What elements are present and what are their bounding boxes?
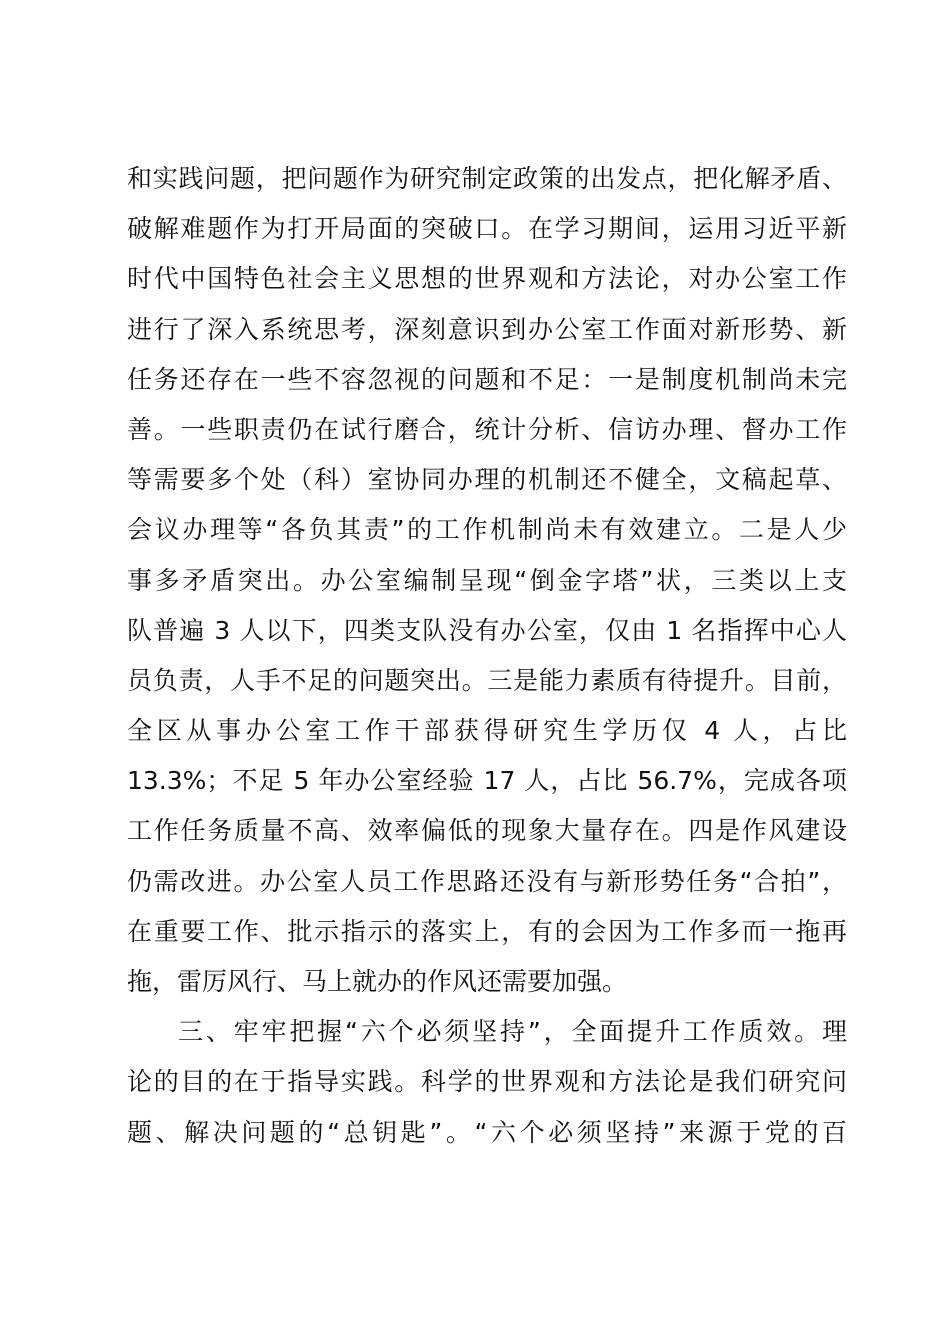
text-line: 等需要多个处（科）室协同办理的机制还不健全，文稿起草、 <box>127 465 847 495</box>
text-line: 善。一些职责仍在试行磨合，统计分析、信访办理、督办工作 <box>127 414 847 444</box>
text-line: 员负责，人手不足的问题突出。三是能力素质有待提升。目前， <box>127 665 847 695</box>
text-line: 在重要工作、批示指示的落实上，有的会因为工作多而一拖再 <box>127 916 847 946</box>
text-line: 和实践问题，把问题作为研究制定政策的出发点，把化解矛盾、 <box>127 164 847 193</box>
body-text <box>127 154 847 1158</box>
text-line: 事多矛盾突出。办公室编制呈现“倒金字塔”状，三类以上支 <box>127 565 847 595</box>
text-line: 会议办理等“各负其责”的工作机制尚未有效建立。二是人少 <box>127 515 847 545</box>
text-line: 任务还存在一些不容忽视的问题和不足：一是制度机制尚未完 <box>127 364 847 394</box>
text-line: 进行了深入系统思考，深刻意识到办公室工作面对新形势、新 <box>127 314 847 344</box>
text-line: 破解难题作为打开局面的突破口。在学习期间，运用习近平新 <box>127 214 847 244</box>
text-line: 论的目的在于指导实践。科学的世界观和方法论是我们研究问 <box>127 1067 847 1097</box>
text-line: 工作任务质量不高、效率偏低的现象大量存在。四是作风建设 <box>127 816 847 846</box>
text-line: 13.3%；不足 5 年办公室经验 17 人，占比 56.7%，完成各项 <box>127 766 847 796</box>
text-line: 题、解决问题的“总钥匙”。“六个必须坚持”来源于党的百 <box>127 1117 847 1147</box>
text-line: 时代中国特色社会主义思想的世界观和方法论，对办公室工作 <box>127 264 847 294</box>
text-line: 全区从事办公室工作干部获得研究生学历仅 4 人，占比 <box>127 716 847 746</box>
text-line: 队普遍 3 人以下，四类支队没有办公室，仅由 1 名指挥中心人 <box>127 615 847 645</box>
paragraph-end-line: 拖，雷厉风行、马上就办的作风还需要加强。 <box>127 967 628 996</box>
text-line: 仍需改进。办公室人员工作思路还没有与新形势任务“合拍”， <box>127 866 847 896</box>
section-heading-line: 三、牢牢把握“六个必须坚持”，全面提升工作质效。理 <box>178 1017 847 1047</box>
